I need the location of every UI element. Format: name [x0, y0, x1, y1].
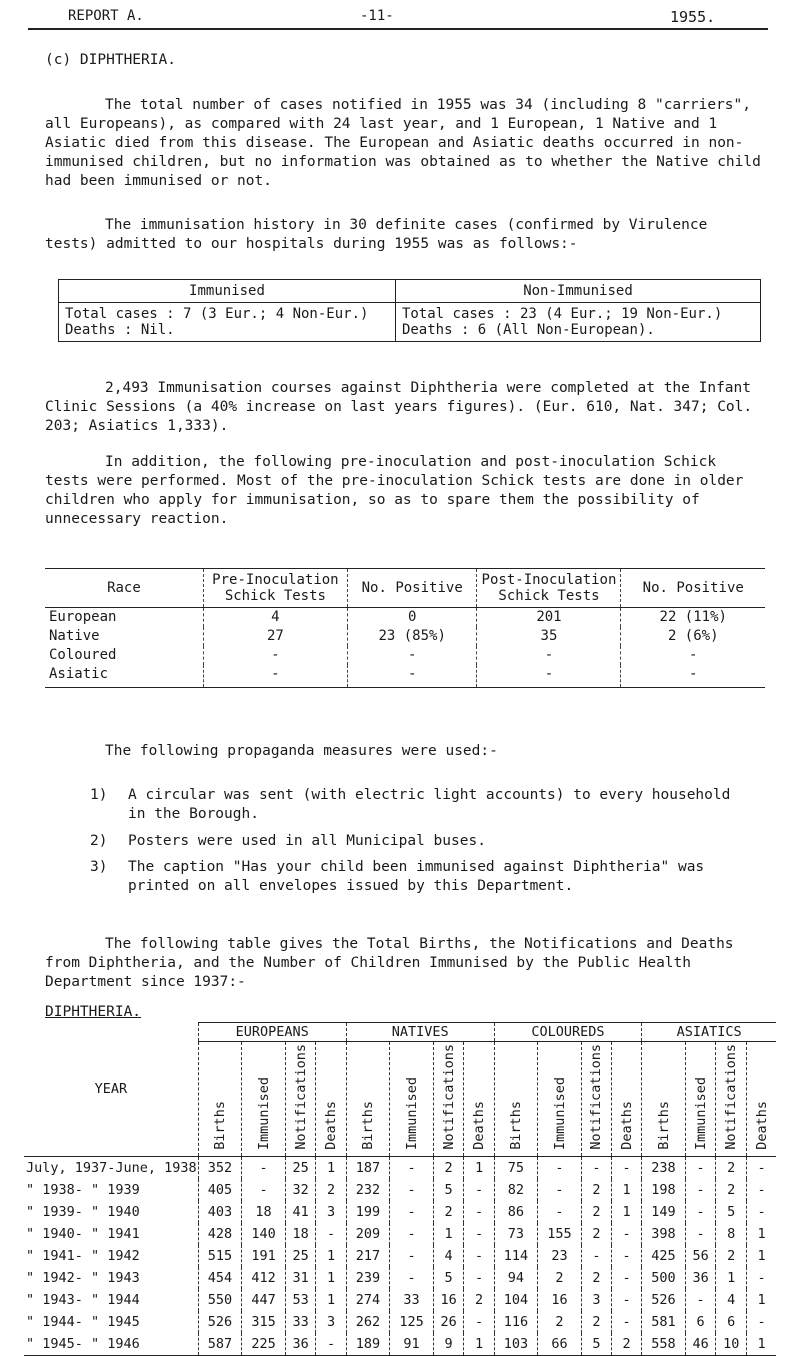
value-cell: 4	[716, 1289, 747, 1311]
value-cell: -	[757, 1203, 766, 1220]
cell: 2 (6%)	[667, 628, 719, 644]
value-cell: 36	[285, 1333, 316, 1356]
col-natives-immunised	[390, 1042, 434, 1157]
cell: -	[203, 665, 347, 688]
schick-col-race: Race	[45, 569, 203, 608]
value-cell: 558	[642, 1333, 686, 1356]
value-cell: 1	[757, 1225, 766, 1242]
value-cell: 2	[581, 1311, 611, 1333]
value-cell: 198	[642, 1179, 686, 1201]
value-cell: 500	[642, 1267, 686, 1289]
year-cell: " 1944- " 1945	[24, 1311, 198, 1333]
value-cell: -	[464, 1267, 494, 1289]
table-row	[24, 1156, 776, 1179]
col-coloureds-deaths	[612, 1042, 642, 1157]
value-cell: 18	[285, 1223, 316, 1245]
value-cell: 262	[346, 1311, 390, 1333]
value-cell: 32	[285, 1179, 316, 1201]
value-cell: 526	[642, 1289, 686, 1311]
year-header: YEAR	[24, 1023, 198, 1157]
report-label: REPORT A.	[68, 8, 144, 24]
value-cell: 2	[464, 1289, 494, 1311]
immunised-deaths: Deaths : Nil.	[65, 322, 175, 338]
value-cell: 8	[716, 1223, 747, 1245]
value-cell: -	[612, 1223, 642, 1245]
table-row	[45, 608, 765, 628]
page-number: -11-	[360, 8, 394, 24]
value-cell: 3	[581, 1289, 611, 1311]
subhead-label: Notifications	[723, 1044, 740, 1150]
non-immunised-total: Total cases : 23 (4 Eur.; 19 Non-Eur.)	[401, 306, 723, 322]
list-text: A circular was sent (with electric light accounts) to every household in the Borough.	[128, 787, 731, 822]
value-cell: 217	[346, 1245, 390, 1267]
value-cell: 412	[242, 1267, 286, 1289]
year-cell: " 1945- " 1946	[24, 1333, 198, 1356]
year-cell: " 1938- " 1939	[24, 1179, 198, 1201]
cell: -	[203, 646, 347, 665]
subhead-label: Immunised	[551, 1076, 568, 1150]
value-cell: -	[390, 1245, 434, 1267]
table-row	[45, 646, 765, 665]
cell: Native	[45, 627, 203, 646]
value-cell: 140	[242, 1223, 286, 1245]
group-header-row	[24, 1023, 776, 1042]
col-asiatics-births	[642, 1042, 686, 1157]
list-item	[90, 858, 750, 896]
value-cell: 1	[757, 1247, 766, 1264]
value-cell: -	[612, 1311, 642, 1333]
value-cell: 125	[390, 1311, 434, 1333]
value-cell: 1	[464, 1156, 494, 1179]
value-cell: -	[581, 1245, 611, 1267]
value-cell: 116	[494, 1311, 538, 1333]
value-cell: 403	[198, 1201, 242, 1223]
year-cell: " 1941- " 1942	[24, 1245, 198, 1267]
list-text: Posters were used in all Municipal buses.	[128, 833, 486, 849]
value-cell: 581	[642, 1311, 686, 1333]
schick-tests-table	[45, 568, 765, 688]
value-cell: 1	[316, 1245, 346, 1267]
immunisation-history-paragraph: The immunisation history in 30 definite cases (confirmed by Virulence tests) admitted to our hospitals during 1955 was as follows:-	[45, 217, 717, 252]
value-cell: -	[612, 1245, 642, 1267]
year-cell: " 1942- " 1943	[24, 1267, 198, 1289]
value-cell: -	[390, 1201, 434, 1223]
value-cell: -	[464, 1311, 494, 1333]
value-cell: -	[316, 1333, 346, 1356]
value-cell: 1	[316, 1289, 346, 1311]
group-asiatics: ASIATICS	[642, 1023, 776, 1042]
subhead-label: Births	[655, 1100, 672, 1150]
value-cell: 56	[685, 1245, 716, 1267]
cell: -	[621, 665, 765, 688]
value-cell: -	[612, 1267, 642, 1289]
value-cell: 587	[198, 1333, 242, 1356]
list-number: 2)	[90, 833, 108, 849]
table-row	[24, 1267, 776, 1289]
value-cell: -	[685, 1289, 716, 1311]
value-cell: 405	[198, 1179, 242, 1201]
value-cell: 1	[316, 1267, 346, 1289]
schick-col-post: Post-Inoculation Schick Tests	[477, 569, 621, 608]
value-cell: -	[242, 1156, 286, 1179]
value-cell: -	[612, 1156, 642, 1179]
value-cell: 6	[685, 1311, 716, 1333]
value-cell: 41	[285, 1201, 316, 1223]
value-cell: 3	[316, 1201, 346, 1223]
subhead-label: Births	[359, 1100, 376, 1150]
col-coloureds-notifications	[581, 1042, 611, 1157]
value-cell: 25	[285, 1156, 316, 1179]
table-intro-paragraph: The following table gives the Total Births, the Notifications and Deaths from Diphtheria, and the Number of Children Immunised by the Public Health Department since 1937:-	[45, 936, 743, 990]
subhead-label: Deaths	[618, 1100, 635, 1150]
list-number: 3)	[90, 859, 108, 875]
value-cell: -	[390, 1223, 434, 1245]
value-cell: -	[685, 1201, 716, 1223]
col-natives-notifications	[433, 1042, 464, 1157]
non-immunised-header: Non-Immunised	[395, 280, 760, 303]
value-cell: 454	[198, 1267, 242, 1289]
value-cell: 149	[642, 1201, 686, 1223]
value-cell: -	[390, 1156, 434, 1179]
value-cell: 16	[538, 1289, 582, 1311]
col-europeans-immunised	[242, 1042, 286, 1157]
table-row	[24, 1179, 776, 1201]
value-cell: 2	[316, 1179, 346, 1201]
history-body	[24, 1156, 776, 1355]
subhead-label: Deaths	[323, 1100, 340, 1150]
value-cell: 26	[433, 1311, 464, 1333]
non-immunised-deaths: Deaths : 6 (All Non-European).	[401, 322, 655, 338]
cell: -	[477, 646, 621, 665]
value-cell: 33	[285, 1311, 316, 1333]
subhead-label: Births	[211, 1100, 228, 1150]
cell: 23 (85%)	[347, 627, 477, 646]
value-cell: 2	[433, 1156, 464, 1179]
value-cell: 91	[390, 1333, 434, 1356]
value-cell: 2	[581, 1201, 611, 1223]
subhead-label: Deaths	[471, 1100, 488, 1150]
value-cell: 199	[346, 1201, 390, 1223]
value-cell: 114	[494, 1245, 538, 1267]
immunised-total: Total cases : 7 (3 Eur.; 4 Non-Eur.)	[65, 306, 369, 322]
schick-header-row	[45, 569, 765, 608]
value-cell: 5	[433, 1267, 464, 1289]
value-cell: -	[685, 1179, 716, 1201]
intro-paragraph: The total number of cases notified in 1955 was 34 (including 8 "carriers", all Europeans), as compared with 24 last year, and 1 European, 1 Native and 1 Asiatic died from this disease. The European and Asiatic deaths occurred in non-immunised children, but no information was obtained as to whether the Native child had been immunised or not.	[45, 97, 770, 189]
value-cell: -	[757, 1269, 766, 1286]
value-cell: 155	[538, 1223, 582, 1245]
table-row	[24, 1245, 776, 1267]
value-cell: 315	[242, 1311, 286, 1333]
value-cell: 526	[198, 1311, 242, 1333]
col-natives-deaths	[464, 1042, 494, 1157]
value-cell: -	[612, 1289, 642, 1311]
value-cell: 2	[716, 1156, 747, 1179]
value-cell: 9	[433, 1333, 464, 1356]
list-item	[90, 786, 750, 824]
list-text: The caption "Has your child been immunised against Diphtheria" was printed on all envelopes issued by this Department.	[128, 859, 705, 894]
value-cell: -	[538, 1201, 582, 1223]
cell: Coloured	[45, 646, 203, 665]
value-cell: 3	[316, 1311, 346, 1333]
value-cell: 103	[494, 1333, 538, 1356]
value-cell: 75	[494, 1156, 538, 1179]
year-cell: July, 1937-June, 1938	[24, 1156, 198, 1179]
col-natives-births	[346, 1042, 390, 1157]
value-cell: -	[316, 1223, 346, 1245]
value-cell: -	[538, 1156, 582, 1179]
value-cell: -	[685, 1156, 716, 1179]
subhead-label: Immunised	[403, 1076, 420, 1150]
value-cell: 1	[612, 1179, 642, 1201]
subhead-label: Deaths	[753, 1100, 770, 1150]
immunised-cell	[59, 303, 396, 342]
immunisation-courses-paragraph: 2,493 Immunisation courses against Diphtheria were completed at the Infant Clinic Sessions (a 40% increase on last years figures). (Eur. 610, Nat. 347; Col. 203; Asiatics 1,333).	[45, 380, 761, 434]
value-cell: 447	[242, 1289, 286, 1311]
value-cell: -	[390, 1179, 434, 1201]
header-rule	[28, 28, 768, 30]
value-cell: 82	[494, 1179, 538, 1201]
subhead-label: Immunised	[692, 1076, 709, 1150]
value-cell: 4	[433, 1245, 464, 1267]
value-cell: 550	[198, 1289, 242, 1311]
value-cell: 53	[285, 1289, 316, 1311]
cell: 4	[203, 608, 347, 628]
value-cell: 1	[433, 1223, 464, 1245]
subhead-label: Immunised	[255, 1076, 272, 1150]
col-asiatics-immunised	[685, 1042, 716, 1157]
cell: European	[45, 608, 203, 628]
value-cell: 2	[716, 1179, 747, 1201]
section-title	[45, 52, 176, 68]
year-cell: " 1940- " 1941	[24, 1223, 198, 1245]
value-cell: 25	[285, 1245, 316, 1267]
value-cell: -	[464, 1223, 494, 1245]
value-cell: 6	[716, 1311, 747, 1333]
col-asiatics-deaths	[747, 1042, 776, 1157]
value-cell: 425	[642, 1245, 686, 1267]
cell: -	[347, 665, 477, 688]
value-cell: -	[242, 1179, 286, 1201]
value-cell: 232	[346, 1179, 390, 1201]
value-cell: 225	[242, 1333, 286, 1356]
cell: 201	[477, 608, 621, 628]
value-cell: 94	[494, 1267, 538, 1289]
immunised-header: Immunised	[59, 280, 396, 303]
value-cell: 5	[716, 1201, 747, 1223]
value-cell: 398	[642, 1223, 686, 1245]
value-cell: 2	[581, 1223, 611, 1245]
table-row	[24, 1223, 776, 1245]
cell: -	[477, 665, 621, 688]
table-row	[45, 665, 765, 688]
value-cell: -	[464, 1179, 494, 1201]
value-cell: -	[581, 1156, 611, 1179]
value-cell: 352	[198, 1156, 242, 1179]
value-cell: 515	[198, 1245, 242, 1267]
value-cell: 1	[612, 1201, 642, 1223]
cell: 0	[347, 608, 477, 628]
year-cell: " 1943- " 1944	[24, 1289, 198, 1311]
schick-tests-paragraph: In addition, the following pre-inoculation and post-inoculation Schick tests were performed. Most of the pre-inoculation Schick tests are done in older children who apply for immunisation, so as to spare them the possibility of unnecessary reaction.	[45, 454, 753, 527]
table-row	[24, 1201, 776, 1223]
value-cell: 1	[757, 1291, 766, 1308]
value-cell: 36	[685, 1267, 716, 1289]
schick-col-pre: Pre-Inoculation Schick Tests	[203, 569, 347, 608]
cell: 27	[203, 627, 347, 646]
col-europeans-notifications	[285, 1042, 316, 1157]
value-cell: 2	[538, 1311, 582, 1333]
table-title: DIPHTHERIA.	[45, 1004, 142, 1020]
value-cell: 46	[685, 1333, 716, 1356]
cell: Asiatic	[45, 665, 203, 688]
value-cell: 238	[642, 1156, 686, 1179]
value-cell: 66	[538, 1333, 582, 1356]
table-row	[24, 1311, 776, 1333]
value-cell: 1	[757, 1335, 766, 1352]
value-cell: 104	[494, 1289, 538, 1311]
subhead-label: Notifications	[292, 1044, 309, 1150]
value-cell: 2	[581, 1267, 611, 1289]
list-item	[90, 832, 750, 851]
value-cell: 274	[346, 1289, 390, 1311]
col-asiatics-notifications	[716, 1042, 747, 1157]
value-cell: -	[685, 1223, 716, 1245]
value-cell: 189	[346, 1333, 390, 1356]
value-cell: 73	[494, 1223, 538, 1245]
schick-col-post-positive: No. Positive	[621, 569, 765, 608]
group-natives: NATIVES	[346, 1023, 494, 1042]
value-cell: 18	[242, 1201, 286, 1223]
value-cell: 86	[494, 1201, 538, 1223]
value-cell: -	[538, 1179, 582, 1201]
cell: 22 (11%)	[659, 609, 727, 625]
schick-col-pre-positive: No. Positive	[347, 569, 477, 608]
table-row	[24, 1289, 776, 1311]
value-cell: 2	[716, 1245, 747, 1267]
list-number: 1)	[90, 787, 108, 803]
table-row	[45, 627, 765, 646]
col-europeans-births	[198, 1042, 242, 1157]
propaganda-intro: The following propaganda measures were used:-	[105, 743, 498, 759]
value-cell: 2	[612, 1333, 642, 1356]
value-cell: 239	[346, 1267, 390, 1289]
subhead-label: Notifications	[588, 1044, 605, 1150]
immunisation-summary-table	[58, 279, 761, 342]
non-immunised-cell	[395, 303, 760, 342]
subhead-label: Notifications	[440, 1044, 457, 1150]
value-cell: 10	[716, 1333, 747, 1356]
value-cell: 23	[538, 1245, 582, 1267]
value-cell: 2	[538, 1267, 582, 1289]
value-cell: 1	[464, 1333, 494, 1356]
value-cell: 191	[242, 1245, 286, 1267]
table-row	[24, 1333, 776, 1356]
cell: 35	[477, 627, 621, 646]
value-cell: 428	[198, 1223, 242, 1245]
group-europeans: EUROPEANS	[198, 1023, 346, 1042]
value-cell: 33	[390, 1289, 434, 1311]
value-cell: -	[464, 1201, 494, 1223]
value-cell: 1	[716, 1267, 747, 1289]
value-cell: 16	[433, 1289, 464, 1311]
value-cell: -	[464, 1245, 494, 1267]
section-title-text: (c) DIPHTHERIA.	[45, 52, 176, 68]
col-coloureds-births	[494, 1042, 538, 1157]
value-cell: -	[390, 1267, 434, 1289]
col-coloureds-immunised	[538, 1042, 582, 1157]
cell: -	[689, 647, 698, 663]
value-cell: -	[757, 1159, 766, 1176]
value-cell: 31	[285, 1267, 316, 1289]
value-cell: 1	[316, 1156, 346, 1179]
value-cell: 2	[581, 1179, 611, 1201]
diphtheria-history-table	[24, 1022, 776, 1356]
value-cell: 187	[346, 1156, 390, 1179]
value-cell: 5	[433, 1179, 464, 1201]
value-cell: 5	[581, 1333, 611, 1356]
cell: -	[347, 646, 477, 665]
value-cell: 2	[433, 1201, 464, 1223]
value-cell: -	[757, 1181, 766, 1198]
col-europeans-deaths	[316, 1042, 346, 1157]
group-coloureds: COLOUREDS	[494, 1023, 642, 1042]
subhead-label: Births	[507, 1100, 524, 1150]
year-cell: " 1939- " 1940	[24, 1201, 198, 1223]
value-cell: 209	[346, 1223, 390, 1245]
report-year: 1955.	[670, 8, 716, 26]
value-cell: -	[757, 1313, 766, 1330]
